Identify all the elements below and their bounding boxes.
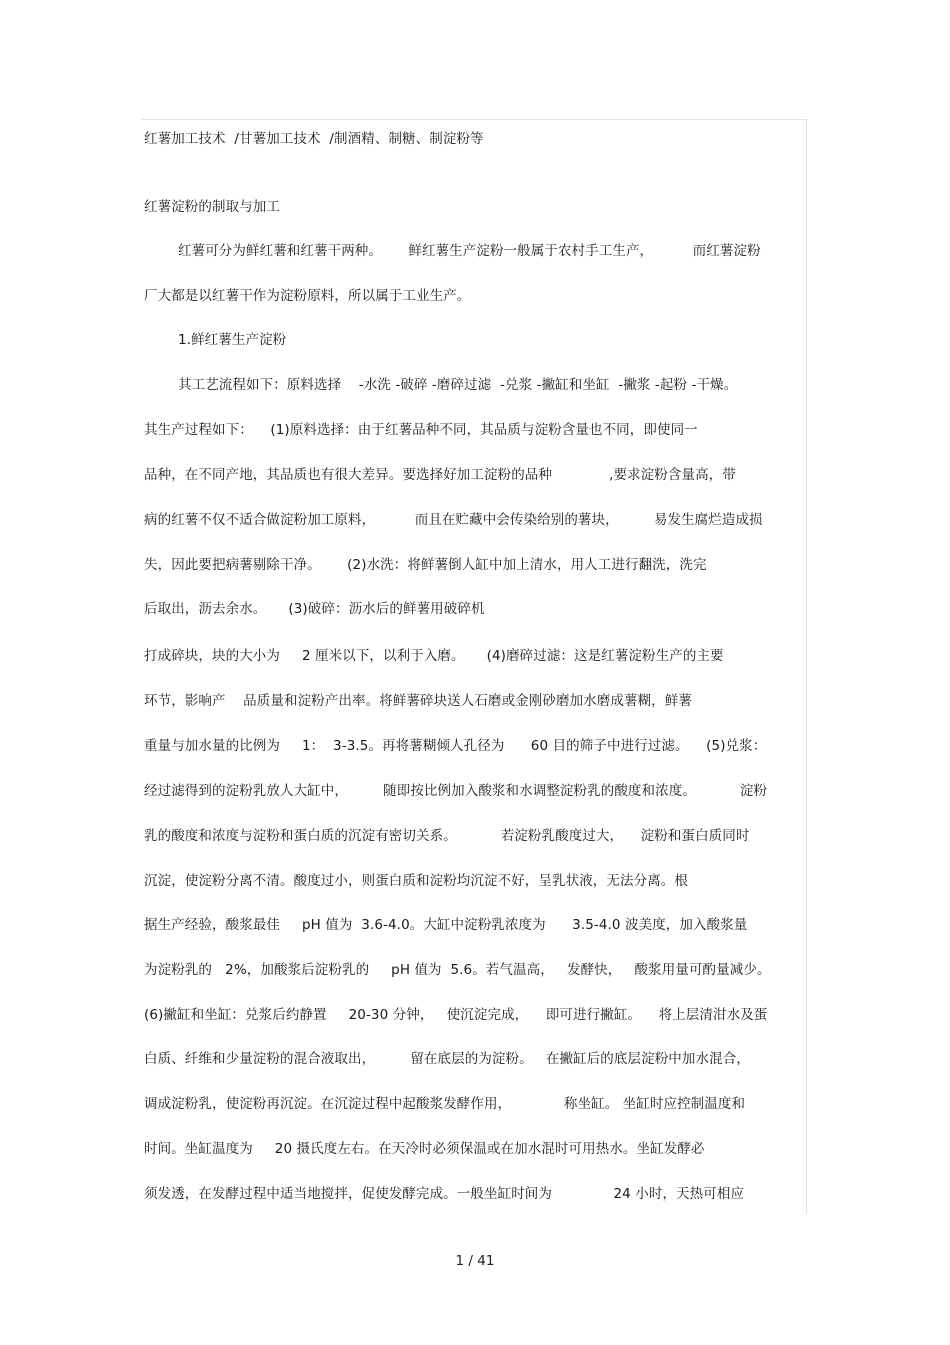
- paragraph-line: 红薯可分为鲜红薯和红薯干两种。 鲜红薯生产淀粉一般属于农村手工生产， 而红薯淀粉: [178, 243, 761, 259]
- paragraph-line: 据生产经验，酸浆最佳 pH 值为 3.6-4.0。大缸中淀粉乳浓度为 3.5-4.0 波美度，加入酸浆量: [144, 917, 748, 933]
- paragraph-line: 须发透，在发酵过程中适当地搅拌，促使发酵完成。一般坐缸时间为 24 小时，天热可相应: [144, 1186, 745, 1202]
- paragraph-line: 调成淀粉乳，使淀粉再沉淀。在沉淀过程中起酸浆发酵作用， 称坐缸。 坐缸时应控制温度和: [144, 1096, 746, 1112]
- paragraph-line: 为淀粉乳的 2%，加酸浆后淀粉乳的 pH 值为 5.6。若气温高， 发酵快， 酸浆用量可酌量减少。: [144, 962, 771, 978]
- paragraph-line: 失，因此要把病薯剔除干净。 (2)水洗：将鲜薯倒人缸中加上清水，用人工进行翻洗，洗完: [144, 557, 707, 573]
- document-title: 红薯加工技术 /甘薯加工技术 /制酒精、制糖、制淀粉等: [144, 131, 484, 147]
- paragraph-line: 病的红薯不仅不适合做淀粉加工原料， 而且在贮藏中会传染给别的薯块， 易发生腐烂造成损: [144, 512, 763, 528]
- paragraph-line: 沉淀，使淀粉分离不清。酸度过小，则蛋白质和淀粉均沉淀不好，呈乳状液，无法分离。根: [144, 873, 688, 889]
- page-indicator: 1 / 41: [455, 1253, 495, 1269]
- paragraph-line: 环节，影响产 品质量和淀粉产出率。将鲜薯碎块送人石磨或金刚砂磨加水磨成薯糊，鲜薯: [144, 693, 692, 709]
- paragraph-line: 经过滤得到的淀粉乳放人大缸中， 随即按比例加入酸浆和水调整淀粉乳的酸度和浓度。 淀粉: [144, 783, 768, 799]
- subsection-heading: 1.鲜红薯生产淀粉: [178, 332, 287, 348]
- section-title: 红薯淀粉的制取与加工: [144, 199, 280, 215]
- paragraph-line: 打成碎块，块的大小为 2 厘米以下，以利于入磨。 (4)磨碎过滤：这是红薯淀粉生产的主要: [144, 648, 724, 664]
- paragraph-line: 品种，在不同产地，其品质也有很大差异。要选择好加工淀粉的品种 ,要求淀粉含量高，带: [144, 467, 736, 483]
- paragraph-line: 重量与加水量的比例为 1： 3-3.5。再将薯糊倾人孔径为 60 目的筛子中进行过滤。 (5)兑浆：: [144, 738, 767, 754]
- paragraph-line: (6)撇缸和坐缸：兑浆后约静置 20-30 分钟， 使沉淀完成， 即可进行撇缸。 将上层清泔水及蛋: [144, 1007, 768, 1023]
- paragraph-line: 乳的酸度和浓度与淀粉和蛋白质的沉淀有密切关系。 若淀粉乳酸度过大， 淀粉和蛋白质同时: [144, 828, 750, 844]
- paragraph-line: 后取出，沥去余水。 (3)破碎：沥水后的鲜薯用破碎机: [144, 601, 485, 617]
- paragraph-line: 白质、纤维和少量淀粉的混合液取出， 留在底层的为淀粉。 在撇缸后的底层淀粉中加水混合，: [144, 1051, 750, 1067]
- paragraph-line: 时间。坐缸温度为 20 摄氏度左右。在天冷时必须保温或在加水混时可用热水。坐缸发酵必: [144, 1141, 705, 1157]
- paragraph-line: 其生产过程如下： (1)原料选择：由于红薯品种不同，其品质与淀粉含量也不同，即使同一: [144, 422, 698, 438]
- paragraph-line: 厂大都是以红薯干作为淀粉原料，所以属于工业生产。: [144, 288, 471, 304]
- paragraph-line: 其工艺流程如下：原料选择 -水洗 -破碎 -磨碎过滤 -兑浆 -撇缸和坐缸 -撇浆 -起粉 -干燥。: [178, 377, 738, 393]
